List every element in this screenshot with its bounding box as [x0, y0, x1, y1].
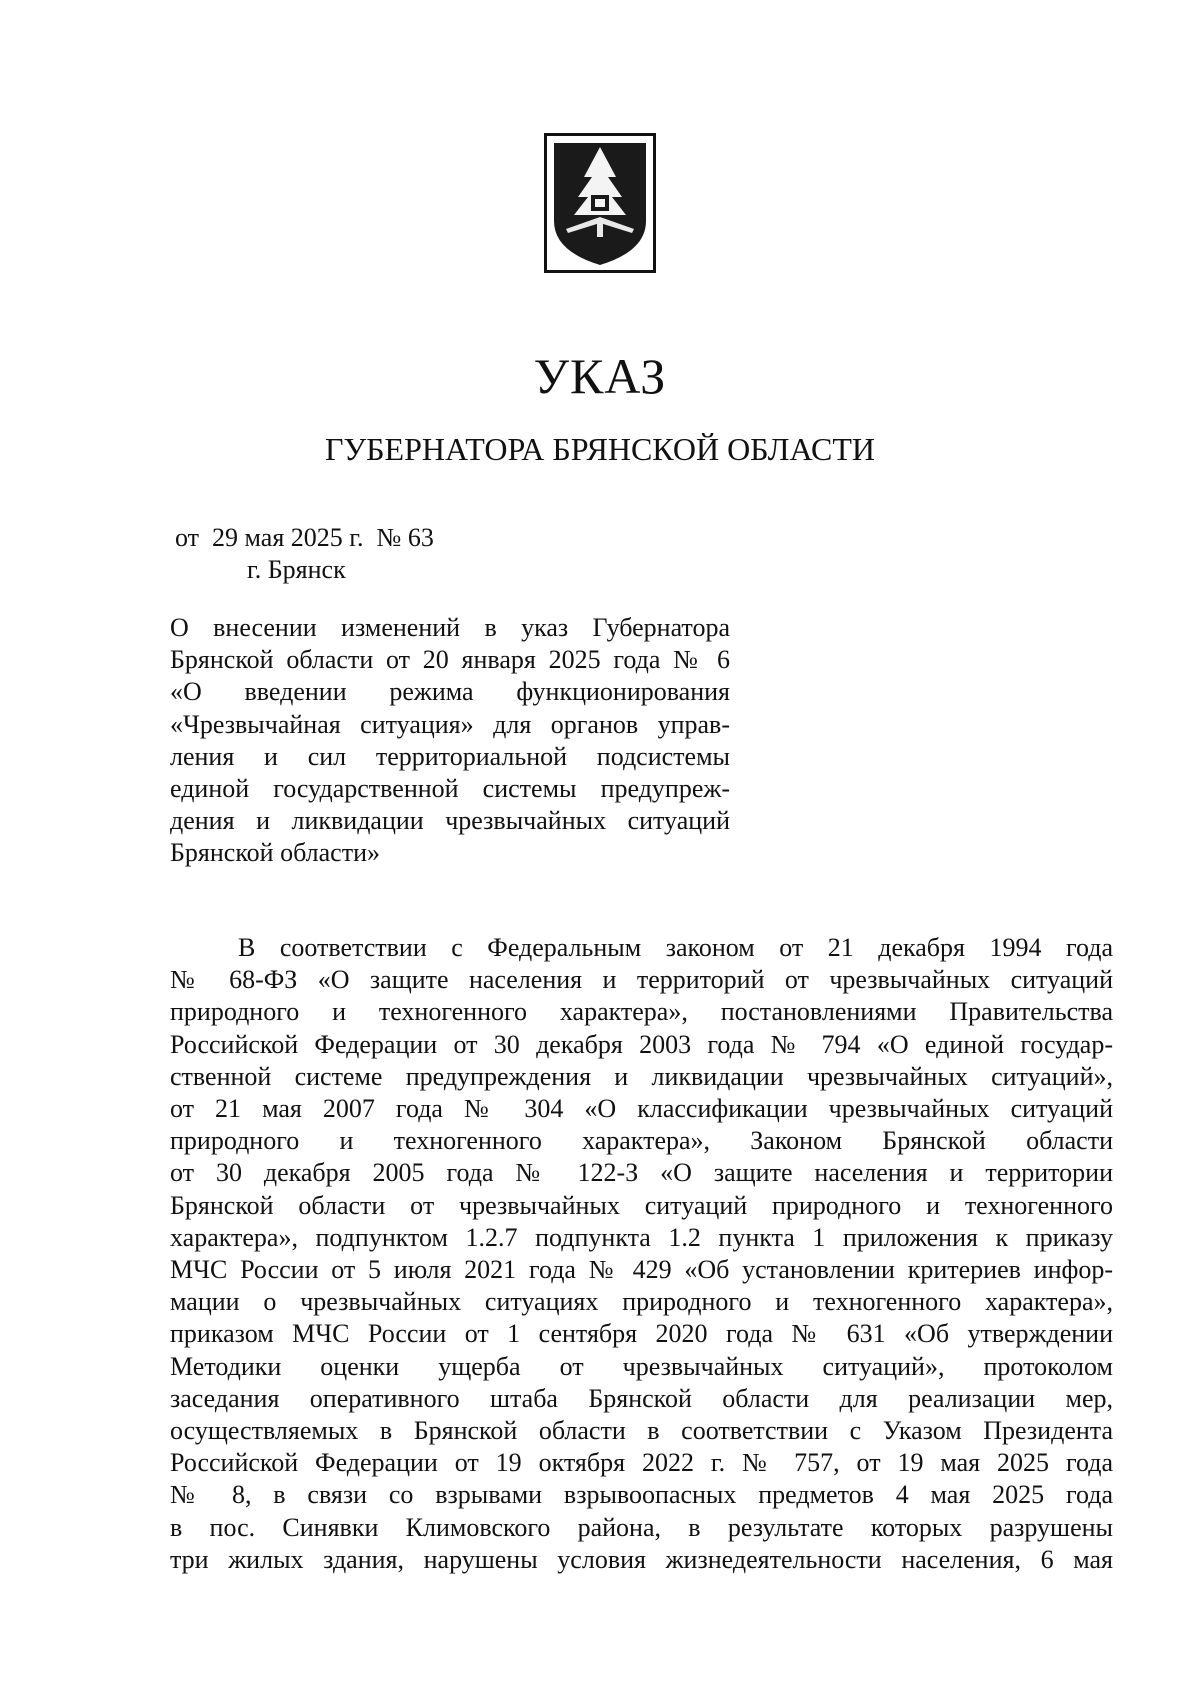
- body-line: В соответствии с Федеральным законом от 21 декабря 1994 года: [238, 933, 1113, 962]
- body-line: № 8, в связи со взрывами взрывоопасных предметов 4 мая 2025 года: [170, 1480, 1113, 1510]
- heading-line: Брянской области»: [170, 838, 380, 868]
- heading-line: дения и ликвидации чрезвычайных ситуаций: [170, 806, 730, 836]
- body-line: Российской Федерации от 19 октября 2022 г. № 757, от 19 мая 2025 года: [170, 1448, 1113, 1478]
- body-line: МЧС России от 5 июля 2021 года № 429 «Об установлении критериев инфор-: [170, 1255, 1113, 1285]
- heading-line: «Чрезвычайная ситуация» для органов управ-: [170, 709, 730, 739]
- document-city: г. Брянск: [247, 555, 346, 584]
- body-line: в пос. Синявки Климовского района, в результате которых разрушены: [170, 1512, 1113, 1542]
- body-line: Российской Федерации от 30 декабря 2003 года № 794 «О единой государ-: [170, 1029, 1113, 1059]
- body-line: природного и техногенного характера», постановлениями Правительства: [170, 997, 1113, 1027]
- body-line: мации о чрезвычайных ситуациях природного и техногенного характера»,: [170, 1287, 1113, 1317]
- heading-line: Брянской области от 20 января 2025 года № 6: [170, 645, 730, 675]
- body-line: № 68-ФЗ «О защите населения и территорий от чрезвычайных ситуаций: [170, 965, 1113, 995]
- body-line: ственной системе предупреждения и ликвидации чрезвычайных ситуаций»,: [170, 1061, 1113, 1091]
- body-line: осуществляемых в Брянской области в соответствии с Указом Президента: [170, 1416, 1113, 1446]
- body-line: Брянской области от чрезвычайных ситуаций природного и техногенного: [170, 1190, 1113, 1220]
- body-line: заседания оперативного штаба Брянской области для реализации мер,: [170, 1383, 1113, 1413]
- document-heading: [170, 612, 730, 870]
- document-subtitle: ГУБЕРНАТОРА БРЯНСКОЙ ОБЛАСТИ: [325, 431, 875, 467]
- body-line: Методики оценки ущерба от чрезвычайных ситуаций», протоколом: [170, 1351, 1113, 1381]
- coat-of-arms-emblem: [544, 133, 656, 273]
- document-title: УКАЗ: [533, 348, 667, 404]
- heading-line: ления и сил территориальной подсистемы: [170, 741, 730, 771]
- body-line: характера», подпунктом 1.2.7 подпункта 1.2 пункта 1 приложения к приказу: [170, 1222, 1113, 1252]
- document-body-paragraph: [170, 932, 1113, 1576]
- heading-line: единой государственной системы предупреж-: [170, 774, 730, 804]
- heading-line: «О введении режима функционирования: [170, 677, 730, 707]
- body-line: природного и техногенного характера», Законом Брянской области: [170, 1126, 1113, 1156]
- body-line: три жилых здания, нарушены условия жизнедеятельности населения, 6 мая: [170, 1544, 1113, 1574]
- heading-line: О внесении изменений в указ Губернатора: [170, 613, 730, 642]
- document-date-number: от 29 мая 2025 г. № 63: [175, 523, 434, 552]
- body-line: приказом МЧС России от 1 сентября 2020 года № 631 «Об утверждении: [170, 1319, 1113, 1349]
- body-line: от 30 декабря 2005 года № 122-З «О защите населения и территории: [170, 1158, 1113, 1188]
- body-line: от 21 мая 2007 года № 304 «О классификации чрезвычайных ситуаций: [170, 1094, 1113, 1124]
